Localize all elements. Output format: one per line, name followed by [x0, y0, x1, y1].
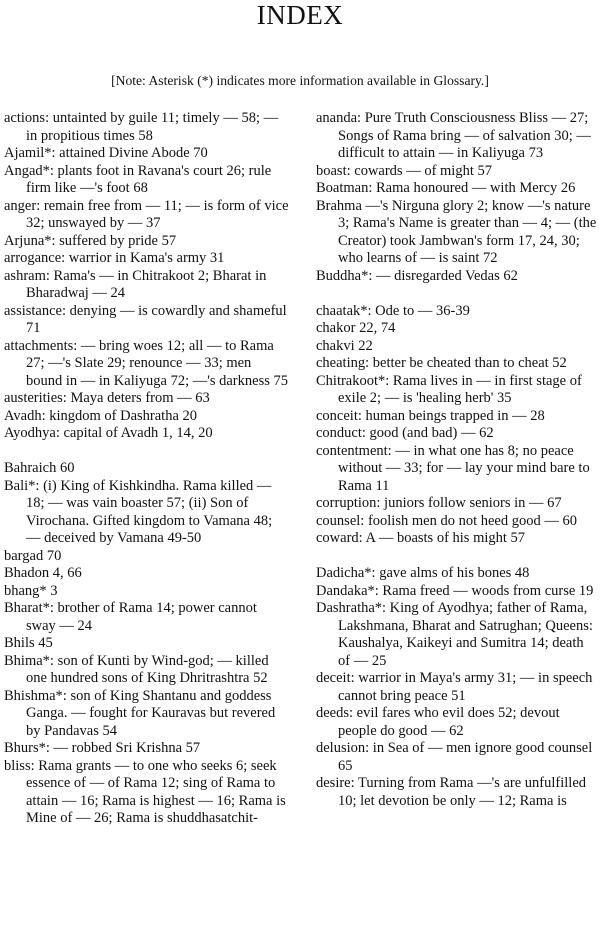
index-entry: Bhima*: son of Kunti by Wind-god; — killed one hundred sons of King Dhritrashtra 52 — [4, 652, 269, 686]
index-entry: Ayodhya: capital of Avadh 1, 14, 20 — [4, 425, 213, 441]
index-entry: deeds: evil fares who evil does 52; devout people do good — 62 — [316, 705, 560, 739]
index-entry: conceit: human beings trapped in — 28 — [316, 407, 545, 424]
index-entry: Bhishma*: son of King Shantanu and goddess Ganga. — fought for Kauravas but revered by Pandavas 54 — [4, 687, 276, 739]
index-entry: Buddha*: — disregarded Vedas 62 — [316, 267, 518, 284]
index-entry: bargad 70 — [4, 547, 62, 564]
index-entry: Bahraich 60 — [4, 460, 75, 476]
glossary-note: [Note: Asterisk (*) indicates more information available in Glossary.] — [111, 73, 489, 88]
index-entry: ananda: Pure Truth Consciousness Bliss — 27; Songs of Rama bring — of salvation 30; — difficult to attain — in Kaliyuga 73 — [316, 110, 591, 161]
index-entry: Ajamil*: attained Divine Abode 70 — [4, 145, 208, 161]
index-entry: deceit: warrior in Maya's army 31; — in speech cannot bring peace 51 — [316, 670, 593, 704]
index-entry: ashram: Rama's — in Chitrakoot 2; Bharat in Bharadwaj — 24 — [4, 267, 267, 301]
index-entry: Avadh: kingdom of Dashratha 20 — [4, 407, 198, 424]
index-entry: counsel: foolish men do not heed good — 60 — [316, 512, 577, 529]
index-entry: assistance: denying — is cowardly and shameful 71 — [4, 302, 287, 336]
index-entry: desire: Turning from Rama —'s are unfulfilled 10; let devotion be only — 12; Rama is — [316, 775, 587, 809]
index-entry: chakor 22, 74 — [316, 320, 396, 336]
index-entry: coward: A — boasts of his might 57 — [316, 530, 526, 546]
index-entry: anger: remain free from — 11; — is form of vice 32; unswayed by — 37 — [4, 197, 289, 231]
index-entry: attachments: — bring woes 12; all — to Rama 27; —'s Slate 29; renounce — 33; men bound in — in Kaliyuga 72; —'s darkness 75 — [4, 337, 288, 389]
index-entry: Arjuna*: suffered by pride 57 — [4, 232, 177, 249]
index-column-left — [4, 110, 290, 828]
index-entry: Bharat*: brother of Rama 14; power cannot sway — 24 — [4, 600, 257, 634]
index-column-right — [316, 110, 598, 810]
section-gap — [316, 548, 598, 566]
index-entry: Dandaka*: Rama freed — woods from curse 19 — [316, 582, 594, 599]
index-entry: bliss: Rama grants — to one who seeks 6; seek essence of — of Rama 12; sing of Rama to attain — 16; Rama is highest — 16; Rama is Mine of — 26; Rama is shuddhasatchit- — [4, 757, 286, 826]
index-entry: chaatak*: Ode to — 36-39 — [316, 302, 470, 319]
index-entry: Brahma —'s Nirguna glory 2; know —'s nature 3; Rama's Name is greater than — 4; — (the Creator) took Jambwan's form 17, 24, 30; who learns of — is saint 72 — [316, 197, 597, 266]
index-entry: Bali*: (i) King of Kishkindha. Rama killed — 18; — was vain boaster 57; (ii) Son of Virochana. Gifted kingdom to Vamana 48; — deceived by Vamana 49-50 — [4, 477, 273, 546]
index-entry: Bhadon 4, 66 — [4, 565, 82, 581]
index-entry: cheating: better be cheated than to cheat 52 — [316, 355, 567, 371]
index-entry: Bhils 45 — [4, 635, 53, 651]
index-entry: Dadicha*: gave alms of his bones 48 — [316, 565, 530, 581]
index-entry: contentment: — in what one has 8; no peace without — 33; for — lay your mind bare to Rama 11 — [316, 442, 590, 494]
index-entry: austerities: Maya deters from — 63 — [4, 390, 210, 406]
index-entry: Bhurs*: — robbed Sri Krishna 57 — [4, 740, 201, 756]
index-entry: arrogance: warrior in Kama's army 31 — [4, 250, 225, 266]
index-entry: corruption: juniors follow seniors in — 67 — [316, 495, 562, 511]
index-entry: conduct: good (and bad) — 62 — [316, 425, 494, 441]
index-entry: boast: cowards — of might 57 — [316, 162, 492, 179]
section-gap — [4, 443, 290, 461]
index-entry: delusion: in Sea of — men ignore good counsel 65 — [316, 740, 593, 774]
index-entry: Boatman: Rama honoured — with Mercy 26 — [316, 180, 576, 196]
index-entry: Dashratha*: King of Ayodhya; father of Rama, Lakshmana, Bharat and Satrughan; Queens: Kaushalya, Kaikeyi and Sumitra 14; death of — 25 — [316, 600, 593, 669]
index-entry: actions: untainted by guile 11; timely — 58; — in propitious times 58 — [4, 110, 279, 144]
section-gap — [316, 285, 598, 303]
index-entry: Angad*: plants foot in Ravana's court 26; rule firm like —'s foot 68 — [4, 162, 272, 196]
index-entry: chakvi 22 — [316, 337, 373, 354]
index-entry: Chitrakoot*: Rama lives in — in first stage of exile 2; — is 'healing herb' 35 — [316, 372, 582, 406]
index-entry: bhang* 3 — [4, 582, 58, 599]
page-title: INDEX — [256, 0, 344, 30]
